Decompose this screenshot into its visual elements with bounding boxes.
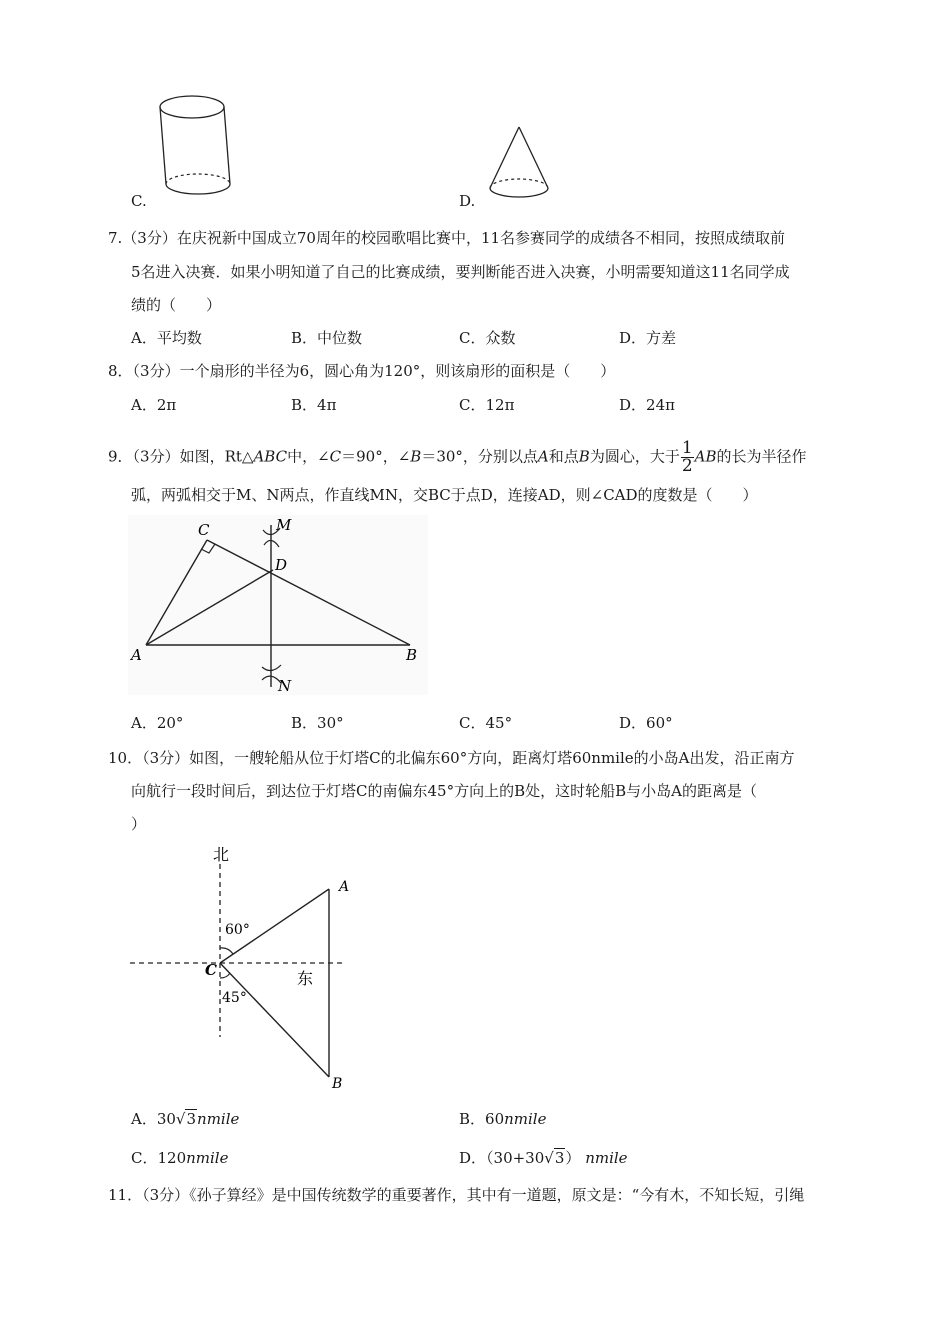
label-angle-45: 45° (222, 990, 247, 1006)
q10-option-a: A．30√3nmile (131, 1110, 240, 1128)
q7-option-c: C．众数 (459, 329, 516, 347)
q10-option-c: C．120nmile (131, 1149, 229, 1167)
label-d: D (275, 556, 288, 574)
label-b: B (406, 646, 418, 664)
frustum-figure (150, 90, 250, 200)
q11-stem-line1: 11．（3分）《孙子算经》是中国传统数学的重要著作，其中有一道题，原文是：“今有木，不知长短，引绳 (108, 1186, 805, 1204)
label-m: M (276, 516, 292, 534)
fraction-one-half: $\frac{1}{2}$ (681, 438, 693, 476)
q8-option-b: B．4π (291, 396, 337, 414)
q7-stem-line3: 绩的（ ） (131, 296, 222, 314)
q10-bearing-figure (125, 842, 365, 1092)
q7-option-a: A．平均数 (131, 329, 202, 347)
q7-stem-line1: 7.（3分）在庆祝新中国成立70周年的校园歌唱比赛中，11名参赛同学的成绩各不相同，按照成绩取前 (108, 229, 786, 247)
cone-figure (485, 122, 555, 202)
label-a: A (339, 879, 350, 895)
label-north: 北 (213, 845, 230, 864)
q10-option-b: B．60nmile (459, 1110, 547, 1128)
q9-stem-line2: 弧，两弧相交于M、N两点，作直线MN，交BC于点D，连接AD，则∠CAD的度数是（ ） (131, 486, 758, 504)
q8-stem: 8．（3分）一个扇形的半径为6，圆心角为120°，则该扇形的面积是（ ） (108, 362, 616, 380)
q8-option-d: D．24π (619, 396, 675, 414)
sqrt-symbol: √3 (175, 1110, 197, 1128)
sqrt-symbol: √3 (544, 1149, 565, 1167)
label-a: A (131, 646, 142, 664)
q10-option-d: D．（30+30√3） nmile (459, 1149, 628, 1167)
q8-option-c: C．12π (459, 396, 515, 414)
q6-option-c: C. (131, 192, 147, 210)
q7-option-d: D．方差 (619, 329, 677, 347)
q7-option-b: B．中位数 (291, 329, 363, 347)
label-angle-60: 60° (225, 922, 250, 938)
q9-option-c: C．45° (459, 714, 513, 732)
q9-option-b: B．30° (291, 714, 344, 732)
q6-option-d: D. (459, 192, 476, 210)
label-c: C (198, 521, 210, 539)
q8-option-a: A．2π (131, 396, 177, 414)
q9-triangle-figure (128, 515, 428, 695)
q7-stem-line2: 5名进入决赛．如果小明知道了自己的比赛成绩，要判断能否进入决赛，小明需要知道这11名同学成 (131, 263, 790, 281)
q9-option-a: A．20° (131, 714, 184, 732)
label-east: 东 (297, 969, 314, 988)
label-c: C (205, 961, 217, 979)
q9-stem-line1: 9．（3分）如图，Rt△ABC中，∠C＝90°，∠B＝30°，分别以点A和点B为圆心，大于 $\frac{1}{2}$ AB的长为半径作 (108, 438, 807, 476)
label-n: N (278, 677, 292, 695)
q10-stem-line3: ） (131, 815, 147, 833)
q10-stem-line1: 10．（3分）如图，一艘轮船从位于灯塔C的北偏东60°方向，距离灯塔60nmile的小岛A出发，沿正南方 (108, 749, 795, 767)
q9-option-d: D．60° (619, 714, 673, 732)
q10-stem-line2: 向航行一段时间后，到达位于灯塔C的南偏东45°方向上的B处，这时轮船B与小岛A的距离是（ (131, 782, 757, 800)
label-b: B (332, 1076, 343, 1092)
